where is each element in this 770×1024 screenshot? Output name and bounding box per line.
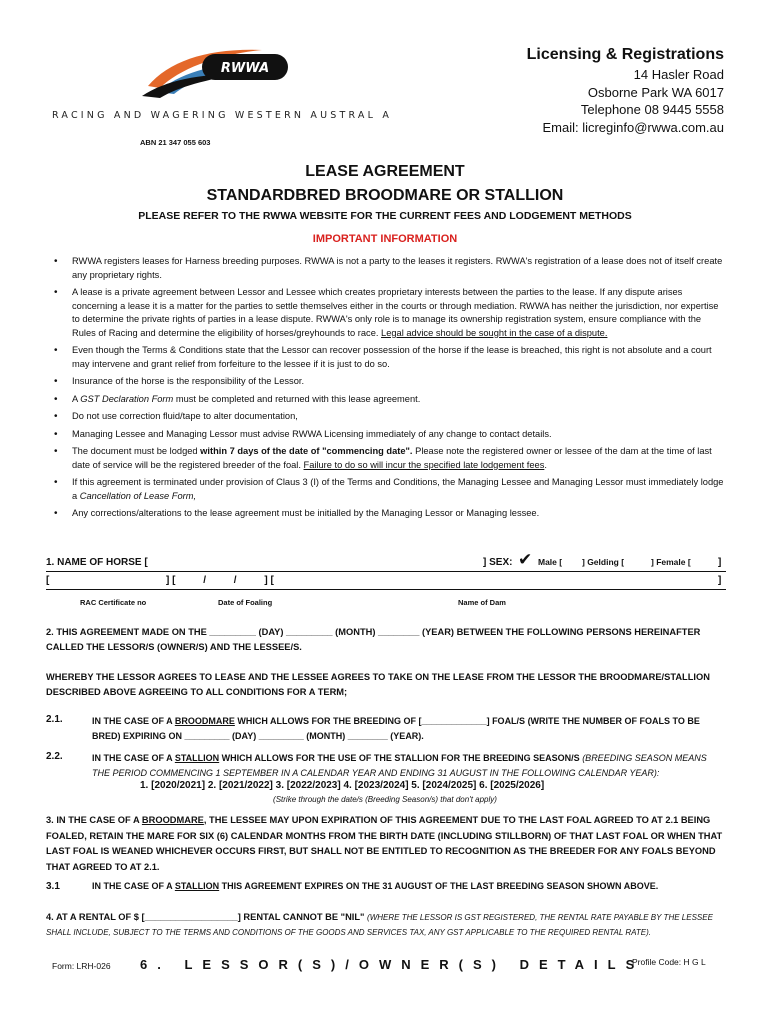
list-item: • Any corrections/alterations to the lease agreement must be initialled by the Managing Lessor or Managing lessee. (52, 507, 724, 521)
important-list (52, 255, 724, 525)
list-item: • The document must be lodged within 7 days of the date of "commencing date". Please note the registered owner or lessee of the dam at the time of last date of service will be the registered breeder of the foal. Failure to do so will incur the specified late lodgement fees. (52, 445, 724, 472)
clause-2-2: IN THE CASE OF A STALLION WHICH ALLOWS FOR THE USE OF THE STALLION FOR THE BREEDING SEASON/S (BREEDING SEASON MEANS THE PERIOD COMMENCING 1 SEPTEMBER IN A CALENDAR YEAR AND ENDING 31 AUGUST IN THE FOLLOWING CALENDAR YEAR): (92, 753, 707, 778)
rac-certificate-label: RAC Certificate no (80, 598, 147, 607)
list-item: • Managing Lessee and Managing Lessor must advise RWWA Licensing immediately of any change to contact details. (52, 428, 724, 442)
clause-2-1: IN THE CASE OF A BROODMARE WHICH ALLOWS FOR THE BREEDING OF [_____________] FOAL/S (WRITE THE NUMBER OF FOALS TO BE BRED) EXPIRING ON _________ (DAY) _________ (MONTH) ________ (YEAR). (92, 716, 700, 741)
abn-number: ABN 21 347 055 603 (140, 138, 211, 147)
horse-details-row[interactable]: [ ] [ / / ] [ (46, 575, 274, 586)
email[interactable]: Email: licreginfo@rwwa.com.au (542, 119, 724, 135)
clause-3: 3. IN THE CASE OF A BROODMARE, THE LESSEE MAY UPON EXPIRATION OF THIS AGREEMENT DUE TO THE LAST FOAL AGREED TO AT 2.1 BEING FOALED, RETAIN THE MARE FOR SIX (6) CALENDAR MONTHS FROM THE BIRTH DATE (INCLUDING STILLBORN) OF THAT LAST FOAL OR WHEN THAT LAST FOAL IS WEANED WHICHEVER OCCURS FIRST, BUT SHALL NOT BE ENTITLED TO RECOGNITION AS THE BREEDER FOR ANY FOALS BEYOND THAT AGREED TO AT 2.1. (46, 815, 723, 872)
svg-text:RWWA: RWWA (220, 61, 270, 76)
section-6-heading: 6. LESSOR(S)/OWNER(S) DETAILS (140, 957, 645, 972)
male-option[interactable]: Male [ (538, 557, 563, 567)
clause-number: 2.1. (46, 714, 63, 725)
list-item: • If this agreement is terminated under provision of Claus 3 (I) of the Terms and Conditions, the Managing Lessee and Managing Lessor must immediately lodge a Cancellation of Lease Form, (52, 476, 724, 503)
list-item: • A GST Declaration Form must be completed and returned with this lease agreement. (52, 393, 724, 407)
list-item: • Insurance of the horse is the responsibility of the Lessor. (52, 375, 724, 389)
divider (46, 589, 726, 590)
page-title: LEASE AGREEMENT (305, 163, 465, 180)
fees-notice: PLEASE REFER TO THE RWWA WEBSITE FOR THE CURRENT FEES AND LODGEMENT METHODS (138, 210, 632, 222)
contact-title: Licensing & Registrations (526, 46, 724, 63)
list-item: • Even though the Terms & Conditions state that the Lessor can recover possession of the horse if the lease is breached, this right is not absolute and a court may intervene and grant relief from forfeiture to the lessee if it is just to do so. (52, 344, 724, 371)
logo-swoosh-icon (140, 40, 290, 98)
name-of-dam-label: Name of Dam (458, 598, 506, 607)
contact-block (527, 44, 724, 136)
address-line-2: Osborne Park WA 6017 (587, 84, 724, 100)
divider (46, 571, 726, 572)
telephone: Telephone 08 9445 5558 (580, 102, 724, 117)
page-subtitle: STANDARDBRED BROODMARE OR STALLION (206, 187, 564, 204)
list-item: • A lease is a private agreement between Lessor and Lessee which creates proprietary interests between the parties to the lease. If any dispute arises concerning a lease it is a matter for the parties to settle themselves either in the courts or through mediation. RWWA has neither the jurisdiction, nor expertise to determine the private rights of parties in a lease dispute. RWWA's only role is to manage its ownership registration system, ensure compliance with the Rules of Racing and determine the eligibility of horses/greyhounds to race. Legal advice should be sought in the case of a dispute. (52, 286, 724, 340)
rwwa-logo (140, 40, 290, 98)
logo-tagline: RACING AND WAGERING WESTERN AUSTRAL A (52, 110, 393, 121)
whereby-clause: WHEREBY THE LESSOR AGREES TO LEASE AND THE LESSEE AGREES TO TAKE ON THE LEASE FROM THE LESSOR THE BROODMARE/STALLION DESCRIBED ABOVE AGREEING TO ALL CONDITIONS FOR A TERM; (46, 672, 710, 697)
horse-details-close: ] (718, 575, 722, 586)
form-code: Form: LRH-026 (52, 961, 111, 971)
important-heading: IMPORTANT INFORMATION (312, 233, 458, 245)
sex-label: ] SEX: (483, 557, 513, 568)
clause-3-1: IN THE CASE OF A STALLION THIS AGREEMENT EXPIRES ON THE 31 AUGUST OF THE LAST BREEDING SEASON SHOWN ABOVE. (92, 881, 659, 891)
strike-instruction: (Strike through the date/s (Breeding Season/s) that don't apply) (273, 795, 497, 804)
clause-4: 4. AT A RENTAL OF $ [__________________] RENTAL CANNOT BE "NIL" (WHERE THE LESSOR IS GST REGISTERED, THE RENTAL RATE PAYABLE BY THE LESSEE SHALL INCLUDE, SUBJECT TO THE TERMS AND CONDITIONS OF THE GOODS AND SERVICES TAX, ANY GST APPLICABLE TO THE REQUIRED RENTAL RATE). (46, 912, 713, 937)
agreement-clause: 2. THIS AGREEMENT MADE ON THE _________ (DAY) _________ (MONTH) ________ (YEAR) BETWEEN THE FOLLOWING PERSONS HEREINAFTER CALLED THE LESSOR/S (OWNER/S) AND THE LESSEE/S. (46, 627, 701, 652)
list-item: • Do not use correction fluid/tape to alter documentation, (52, 410, 724, 424)
profile-code: Profile Code: H G L (632, 957, 706, 967)
address-line-1: 14 Hasler Road (633, 67, 724, 82)
date-of-foaling-label: Date of Foaling (218, 598, 273, 607)
gelding-option[interactable]: ] Gelding [ (582, 557, 625, 567)
check-icon[interactable]: ✔ (518, 550, 533, 569)
clause-number: 3.1 (46, 881, 60, 892)
horse-name-label: 1. NAME OF HORSE [ (46, 557, 148, 568)
female-option[interactable]: ] Female [ (651, 557, 691, 567)
clause-number: 2.2. (46, 751, 63, 762)
list-item: • RWWA registers leases for Harness breeding purposes. RWWA is not a party to the leases it registers. RWWA's registration of a lease does not of itself create any proprietary rights. (52, 255, 724, 282)
breeding-seasons[interactable]: 1. [2020/2021] 2. [2021/2022] 3. [2022/2023] 4. [2023/2024] 5. [2024/2025] 6. [2025/2026] (140, 780, 545, 791)
female-close: ] (718, 557, 722, 568)
